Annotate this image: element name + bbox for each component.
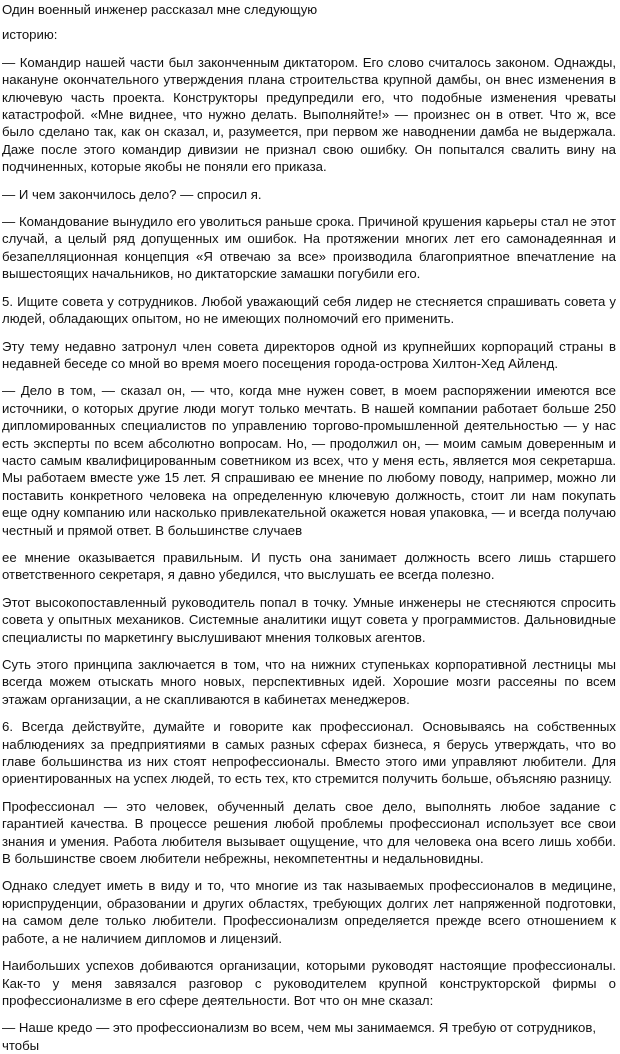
- paragraph-credo: — Наше кредо — это профессионализм во всем, чем мы занимаемся. Я требую от сотрудников, чтобы: [2, 1020, 597, 1053]
- paragraph-commander: — Командир нашей части был законченным диктатором. Его слово считалось законом. Однажды, накануне окончательного утверждения плана строительства крупной дамбы, он внес изменения в ключевую часть проекта. Конструкторы предупредили его, что подобные изменения чреваты катастрофой. «Мне виднее, что нужно делать. Выполняйте!» — произнес он в ответ. Что ж, все было сделано так, как он сказал, и, разумеется, при первом же наводнении дамба не выдержала. Даже после этого командир дивизии не признал свою ошибку. Он попытался свалить вину на подчиненных, которые якобы не поняли его приказа.: [2, 54, 616, 175]
- paragraph-story-label: историю:: [2, 27, 58, 43]
- paragraph-answer: — Командование вынудило его уволиться раньше срока. Причиной крушения карьеры стал не этот случай, а целый ряд допущенных им ошибок. На протяжении многих лет его самонадеянная и безапелляционная концепция «Я отвечаю за все» производила благоприятное впечатление на вышестоящих начальников, но диктаторские замашки погубили его.: [2, 214, 616, 282]
- paragraph-so-called-professionals: Однако следует иметь в виду и то, что многие из так называемых профессионалов в медицине, юриспруденции, образовании и других областях, требующих долгих лет напряженной подготовки, на самом деле только любители. Профессионализм определяется прежде всего отношением к работе, а не наличием дипломов и лицензий.: [2, 878, 616, 946]
- paragraph-intro: Один военный инженер рассказал мне следующую: [2, 2, 318, 17]
- paragraph-principle-6: 6. Всегда действуйте, думайте и говорите как профессионал. Основываясь на собственных наблюдениях за предприятиями в самых разных сферах бизнеса, я берусь утверждать, что во главе большинства из них стоят непрофессионалы. Вместо этого ими управляют любители. Для ориентированных на успех людей, то есть тех, кто стремится получить больше, объясняю разницу.: [2, 719, 616, 787]
- paragraph-organizations: Наибольших успехов добиваются организации, которыми руководят настоящие профессионалы. Как-то у меня завязался разговор с руководителем крупной конструкторской фирмы о профессионализме в его сфере деятельности. Вот что он мне сказал:: [2, 958, 616, 1008]
- paragraph-principle-essence: Суть этого принципа заключается в том, что на нижних ступеньках корпоративной лестницы мы всегда можем отыскать много новых, перспективных идей. Хорошие мозги рассеяны по всем этажам организации, а не скапливаются в кабинетах менеджеров.: [2, 657, 616, 707]
- paragraph-board-member: Эту тему недавно затронул член совета директоров одной из крупнейших корпораций страны в недавней беседе со мной во время моего посещения города-острова Хилтон-Хед Айленд.: [2, 338, 616, 371]
- paragraph-principle-5: 5. Ищите совета у сотрудников. Любой уважающий себя лидер не стесняется спрашивать совета у людей, обладающих опытом, но не имеющих полномочий его применить.: [2, 293, 616, 327]
- paragraph-secretary-quote: — Дело в том, — сказал он, — что, когда мне нужен совет, в моем распоряжении имеются все источники, о которых другие люди могут только мечтать. В нашей компании работает больше 250 дипломированных специалистов по управлению торгово-промышленной деятельностью — у нас есть эксперты по всем абсолютно вопросам. Но, — продолжил он, — моим самым доверенным и часто самым квалифицированным советником из всех, что у меня есть, является моя секретарша. Мы работаем вместе уже 15 лет. Я спрашиваю ее мнение по любому поводу, например, можно ли поставить конкретного человека на определенную ключевую должность, стоит ли нам покупать еще одну компанию или насколько привлекательной окажется новая упаковка, — и всегда получаю честный и прямой ответ. В большинстве случаев: [2, 383, 616, 538]
- paragraph-executive-point: Этот высокопоставленный руководитель попал в точку. Умные инженеры не стесняются спросить совета у опытных механиков. Системные аналитики ищут совета у программистов. Дальновидные специалисты по маркетингу выслушивают мнения толковых агентов.: [2, 594, 616, 645]
- paragraph-professional-definition: Профессионал — это человек, обученный делать свое дело, выполнять любое задание с гарантией качества. В процессе решения любой проблемы профессионал использует все свои знания и умения. Работа любителя вызывает ощущение, что для человека она всего лишь хобби. В большинстве своем любители небрежны, некомпетентны и недальновидны.: [2, 798, 616, 867]
- paragraph-secretary-opinion: ее мнение оказывается правильным. И пусть она занимает должность всего лишь старшего ответственного секретаря, я давно убедился, что выслушать ее всегда полезно.: [2, 549, 616, 583]
- paragraph-question: — И чем закончилось дело? — спросил я.: [2, 186, 262, 202]
